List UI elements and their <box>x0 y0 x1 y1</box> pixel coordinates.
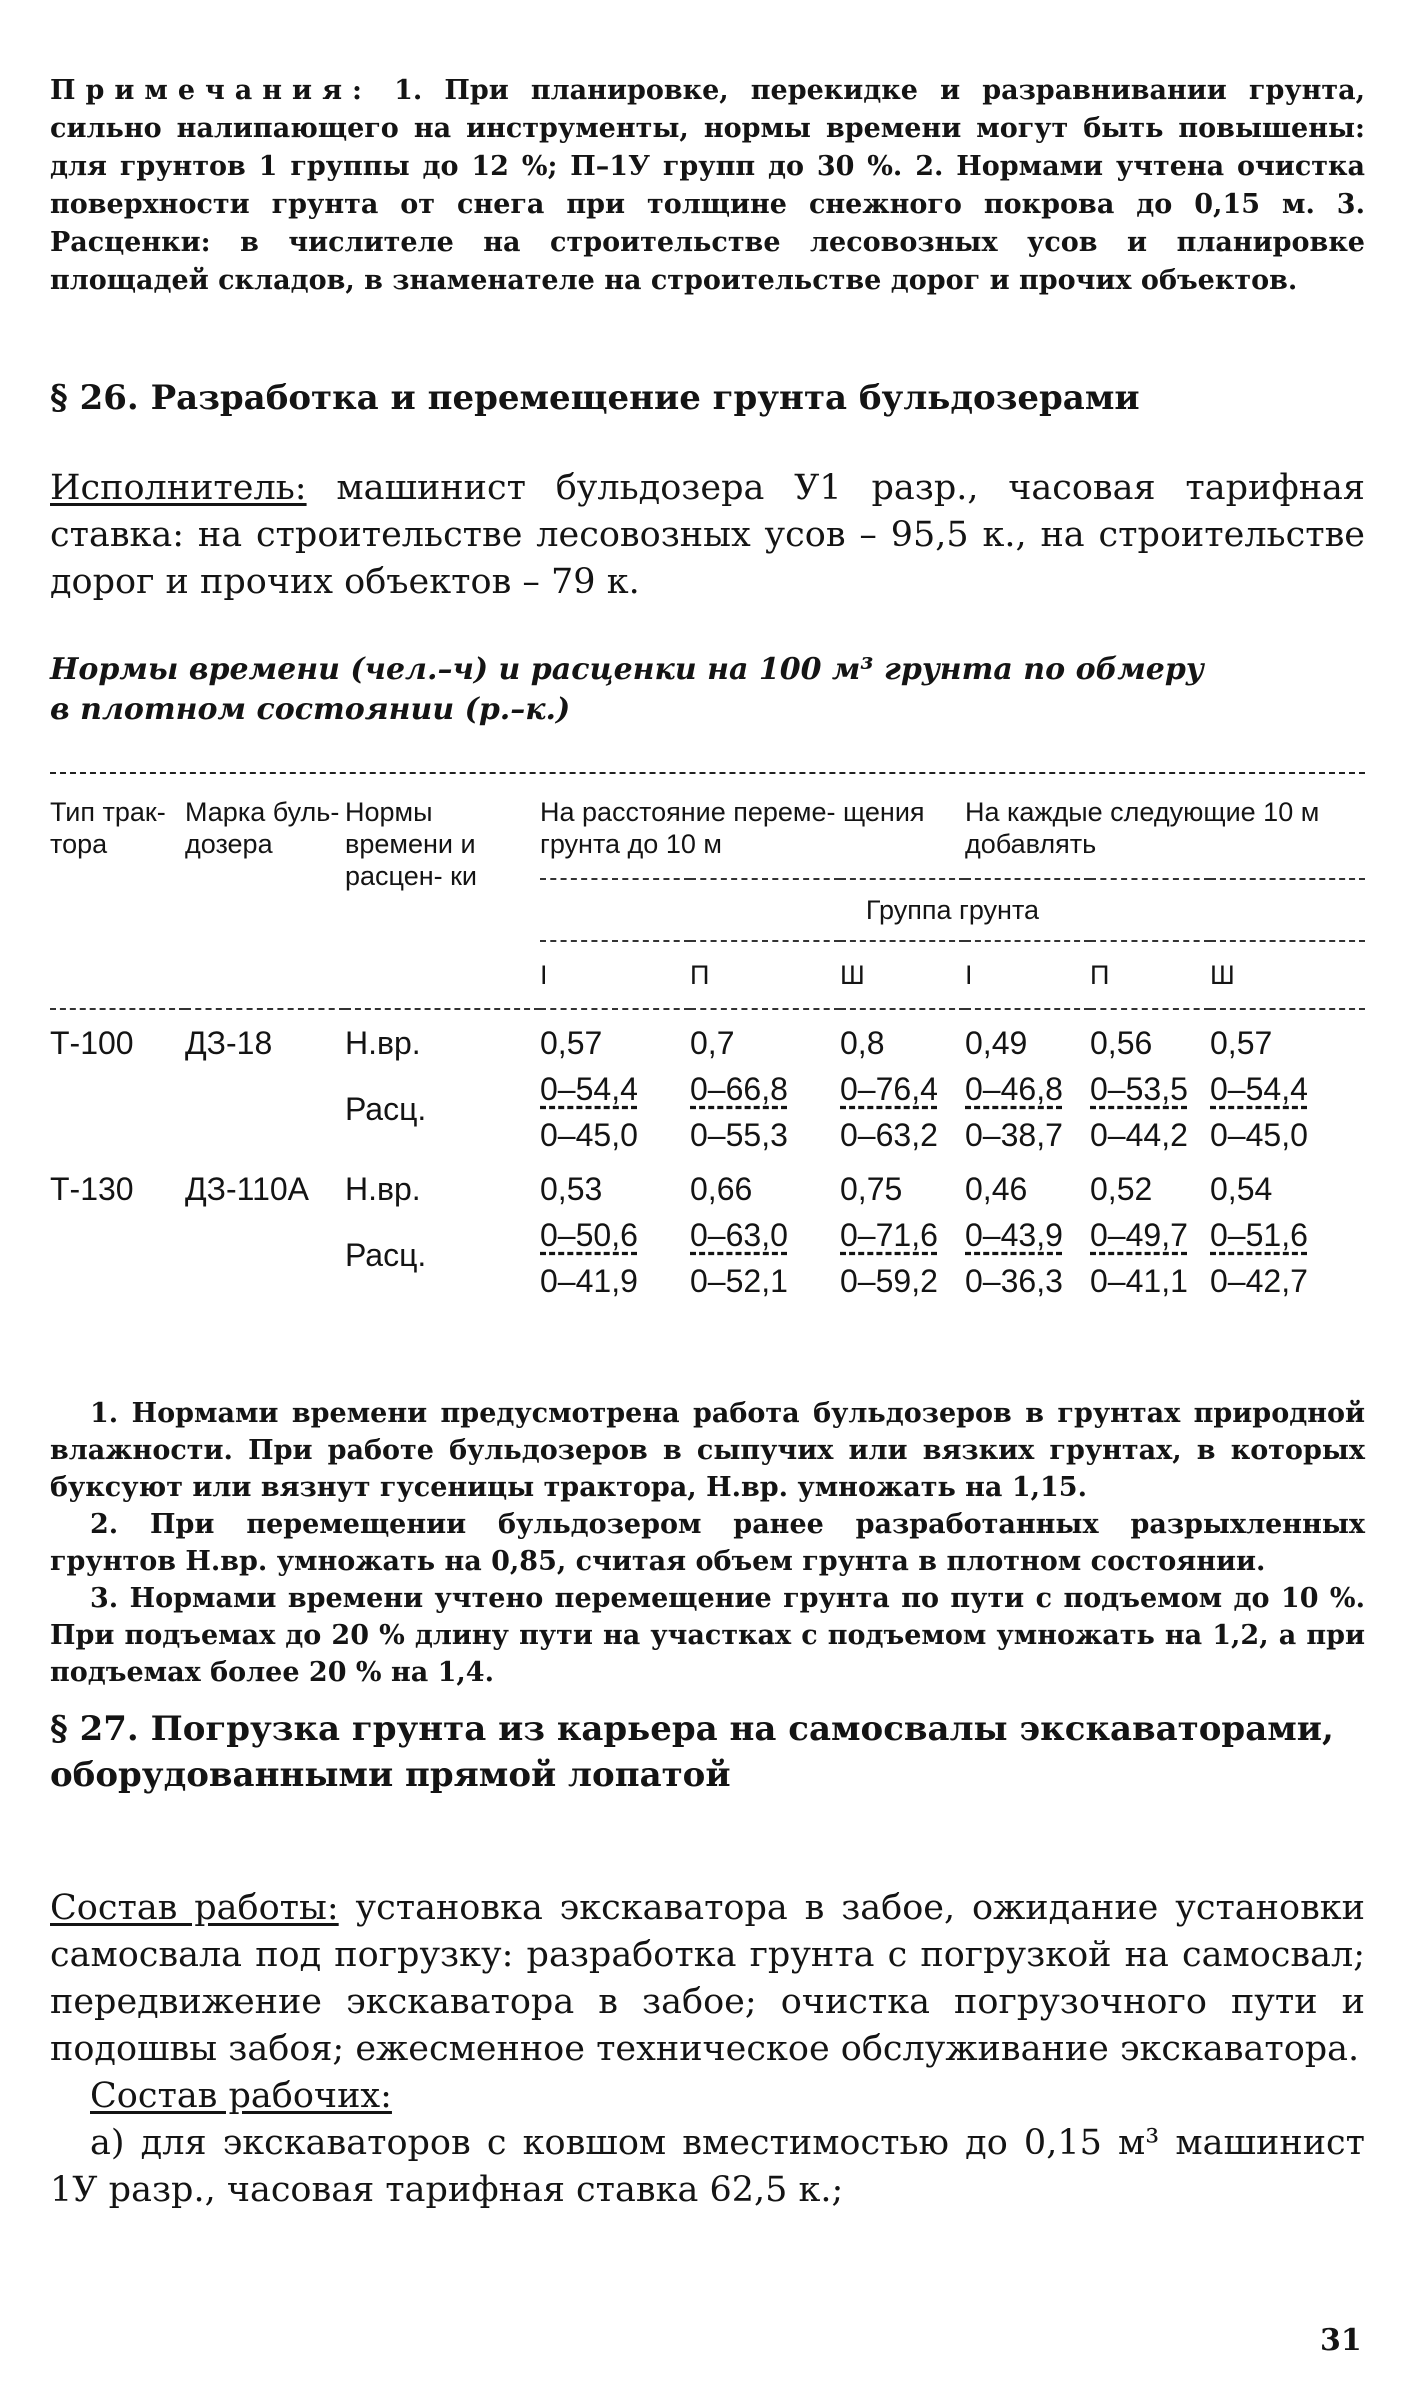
rate-numerator: 0–71,6 <box>840 1217 938 1253</box>
header-each-next: На каждые следующие 10 м добавлять <box>965 797 1320 859</box>
hvr-value: 0,8 <box>840 1025 885 1061</box>
notes-label: Примечания: <box>50 75 372 106</box>
table-row <box>50 1020 1365 1066</box>
executor-text: машинист бульдозера У1 разр., часовая тарифная ставка: на строительстве лесовозных усов – 95,5 к., на строительстве дорог и прочих объектов – 79 к. <box>50 468 1365 602</box>
tractor-type: Т-130 <box>50 1171 134 1207</box>
hvr-value: 0,7 <box>690 1025 735 1061</box>
rate-numerator: 0–63,0 <box>690 1217 788 1253</box>
rate-denominator: 0–52,1 <box>690 1263 788 1299</box>
table-notes <box>50 1395 1365 1691</box>
rate-cell <box>540 1066 690 1158</box>
tractor-type: Т-100 <box>50 1025 134 1061</box>
rate-denominator: 0–36,3 <box>965 1263 1063 1299</box>
rate-cell <box>840 1212 965 1304</box>
table-top-rule <box>50 772 1365 774</box>
header-dozer-brand: Марка буль- дозера <box>185 797 340 859</box>
hvr-value: 0,49 <box>965 1025 1028 1061</box>
workers-composition-label: Состав рабочих: <box>90 2076 392 2116</box>
caption-line-1: Нормы времени (чел.–ч) и расценки на 100 м³ грунта по обмеру <box>50 652 1204 687</box>
hvr-value: 0,54 <box>1210 1171 1273 1207</box>
rate-denominator: 0–55,3 <box>690 1117 788 1153</box>
table-row <box>50 1158 1365 1212</box>
rate-cell <box>840 1066 965 1158</box>
rate-numerator: 0–53,5 <box>1090 1071 1188 1107</box>
notes-text: 1. При планировке, перекидке и разравнивании грунта, сильно налипающего на инструменты, нормы времени могут быть повышены: для грунтов 1 группы до 12 %; П–1У групп до 30 %. 2. Нормами учтена очистка поверхности грунта от снега при толщине снежного покрова до 0,15 м. 3. Расценки: в числителе на строительстве лесовозных усов и планировке площадей складов, в знаменателе на строительстве дорог и прочих объектов. <box>50 75 1365 296</box>
norms-table <box>50 788 1365 1304</box>
work-composition-text: установка экскаватора в забое, ожидание установки самосвала под погрузку: разработка грунта с погрузкой на самосвал; передвижение экскаватора в забое; очистка погрузочного пути и подошвы забоя; ежесменное техническое обслуживание экскаватора. <box>50 1888 1365 2069</box>
table-caption <box>50 650 1365 730</box>
rate-numerator: 0–76,4 <box>840 1071 938 1107</box>
hvr-value: 0,56 <box>1090 1025 1153 1061</box>
rate-numerator: 0–49,7 <box>1090 1217 1188 1253</box>
table-note: 1. Нормами времени предусмотрена работа бульдозеров в грунтах природной влажности. При работе бульдозеров в сыпучих или вязких грунтах, в которых буксуют или вязнут гусеницы трактора, Н.вр. умножать на 1,15. <box>50 1398 1365 1503</box>
rate-denominator: 0–59,2 <box>840 1263 938 1299</box>
executor-paragraph <box>50 465 1365 606</box>
workers-composition <box>50 2073 1365 2120</box>
rate-label: Расц. <box>345 1237 427 1273</box>
table-note: 2. При перемещении бульдозером ранее разработанных разрыхленных грунтов Н.вр. умножать на 0,85, считая объем грунта в плотном состоянии. <box>50 1509 1365 1577</box>
hvr-value: 0,46 <box>965 1171 1028 1207</box>
table-note: 3. Нормами времени учтено перемещение грунта по пути с подъемом до 10 %. При подъемах до 20 % длину пути на участках с подъемом умножать на 1,2, а при подъемах более 20 % на 1,4. <box>50 1583 1365 1688</box>
hvr-label: Н.вр. <box>345 1171 421 1207</box>
rate-denominator: 0–45,0 <box>540 1117 638 1153</box>
rate-cell <box>1210 1066 1365 1158</box>
dozer-brand: ДЗ-18 <box>185 1025 273 1061</box>
rate-cell <box>1090 1212 1210 1304</box>
work-composition-label: Состав работы: <box>50 1888 339 1928</box>
group-col: Ш <box>1210 960 1235 990</box>
section-26-title: § 26. Разработка и перемещение грунта бульдозерами <box>50 378 1140 418</box>
workers-composition-text: а) для экскаваторов с ковшом вместимостью до 0,15 м³ машинист 1У разр., часовая тарифная ставка 62,5 к.; <box>50 2123 1365 2210</box>
table-row <box>50 1212 1365 1304</box>
caption-line-2: в плотном состоянии (р.–к.) <box>50 692 571 727</box>
section-27-title-line-2: оборудованными прямой лопатой <box>50 1755 731 1795</box>
rate-cell <box>965 1212 1090 1304</box>
section-27-title-line-1: § 27. Погрузка грунта из карьера на самосвалы экскаваторами, <box>50 1709 1334 1749</box>
rate-denominator: 0–38,7 <box>965 1117 1063 1153</box>
rate-denominator: 0–63,2 <box>840 1117 938 1153</box>
group-col: I <box>540 960 548 990</box>
group-col: Ш <box>840 960 865 990</box>
rate-denominator: 0–41,9 <box>540 1263 638 1299</box>
rate-cell <box>1210 1212 1365 1304</box>
hvr-value: 0,57 <box>540 1025 603 1061</box>
rate-cell <box>540 1212 690 1304</box>
header-distance: На расстояние переме- щения грунта до 10 м <box>540 797 925 859</box>
rate-denominator: 0–42,7 <box>1210 1263 1308 1299</box>
rate-cell <box>965 1066 1090 1158</box>
rate-cell <box>1090 1066 1210 1158</box>
group-col: П <box>1090 960 1110 990</box>
top-notes <box>50 72 1365 300</box>
header-soil-group: Группа грунта <box>540 879 1365 941</box>
hvr-value: 0,75 <box>840 1171 903 1207</box>
table-row <box>50 1066 1365 1158</box>
group-col: П <box>690 960 710 990</box>
rate-denominator: 0–45,0 <box>1210 1117 1308 1153</box>
rate-numerator: 0–43,9 <box>965 1217 1063 1253</box>
header-norms: Нормы времени и расцен- ки <box>345 797 478 891</box>
rate-denominator: 0–44,2 <box>1090 1117 1188 1153</box>
section-27-body <box>50 1885 1365 2214</box>
rate-numerator: 0–46,8 <box>965 1071 1063 1107</box>
group-col: I <box>965 960 973 990</box>
work-composition <box>50 1885 1365 2073</box>
hvr-value: 0,53 <box>540 1171 603 1207</box>
rate-label: Расц. <box>345 1091 427 1127</box>
rate-numerator: 0–54,4 <box>540 1071 638 1107</box>
rate-cell <box>690 1066 840 1158</box>
section-27-title <box>50 1706 1365 1798</box>
rate-numerator: 0–54,4 <box>1210 1071 1308 1107</box>
hvr-value: 0,57 <box>1210 1025 1273 1061</box>
page-number: 31 <box>1320 2323 1362 2358</box>
header-tractor-type: Тип трак- тора <box>50 797 166 859</box>
executor-label: Исполнитель: <box>50 468 307 508</box>
rate-numerator: 0–51,6 <box>1210 1217 1308 1253</box>
rate-cell <box>690 1212 840 1304</box>
rate-numerator: 0–50,6 <box>540 1217 638 1253</box>
rate-numerator: 0–66,8 <box>690 1071 788 1107</box>
header-row <box>50 788 1365 879</box>
dozer-brand: ДЗ-110А <box>185 1171 310 1207</box>
hvr-value: 0,52 <box>1090 1171 1153 1207</box>
hvr-value: 0,66 <box>690 1171 753 1207</box>
hvr-label: Н.вр. <box>345 1025 421 1061</box>
rate-denominator: 0–41,1 <box>1090 1263 1188 1299</box>
